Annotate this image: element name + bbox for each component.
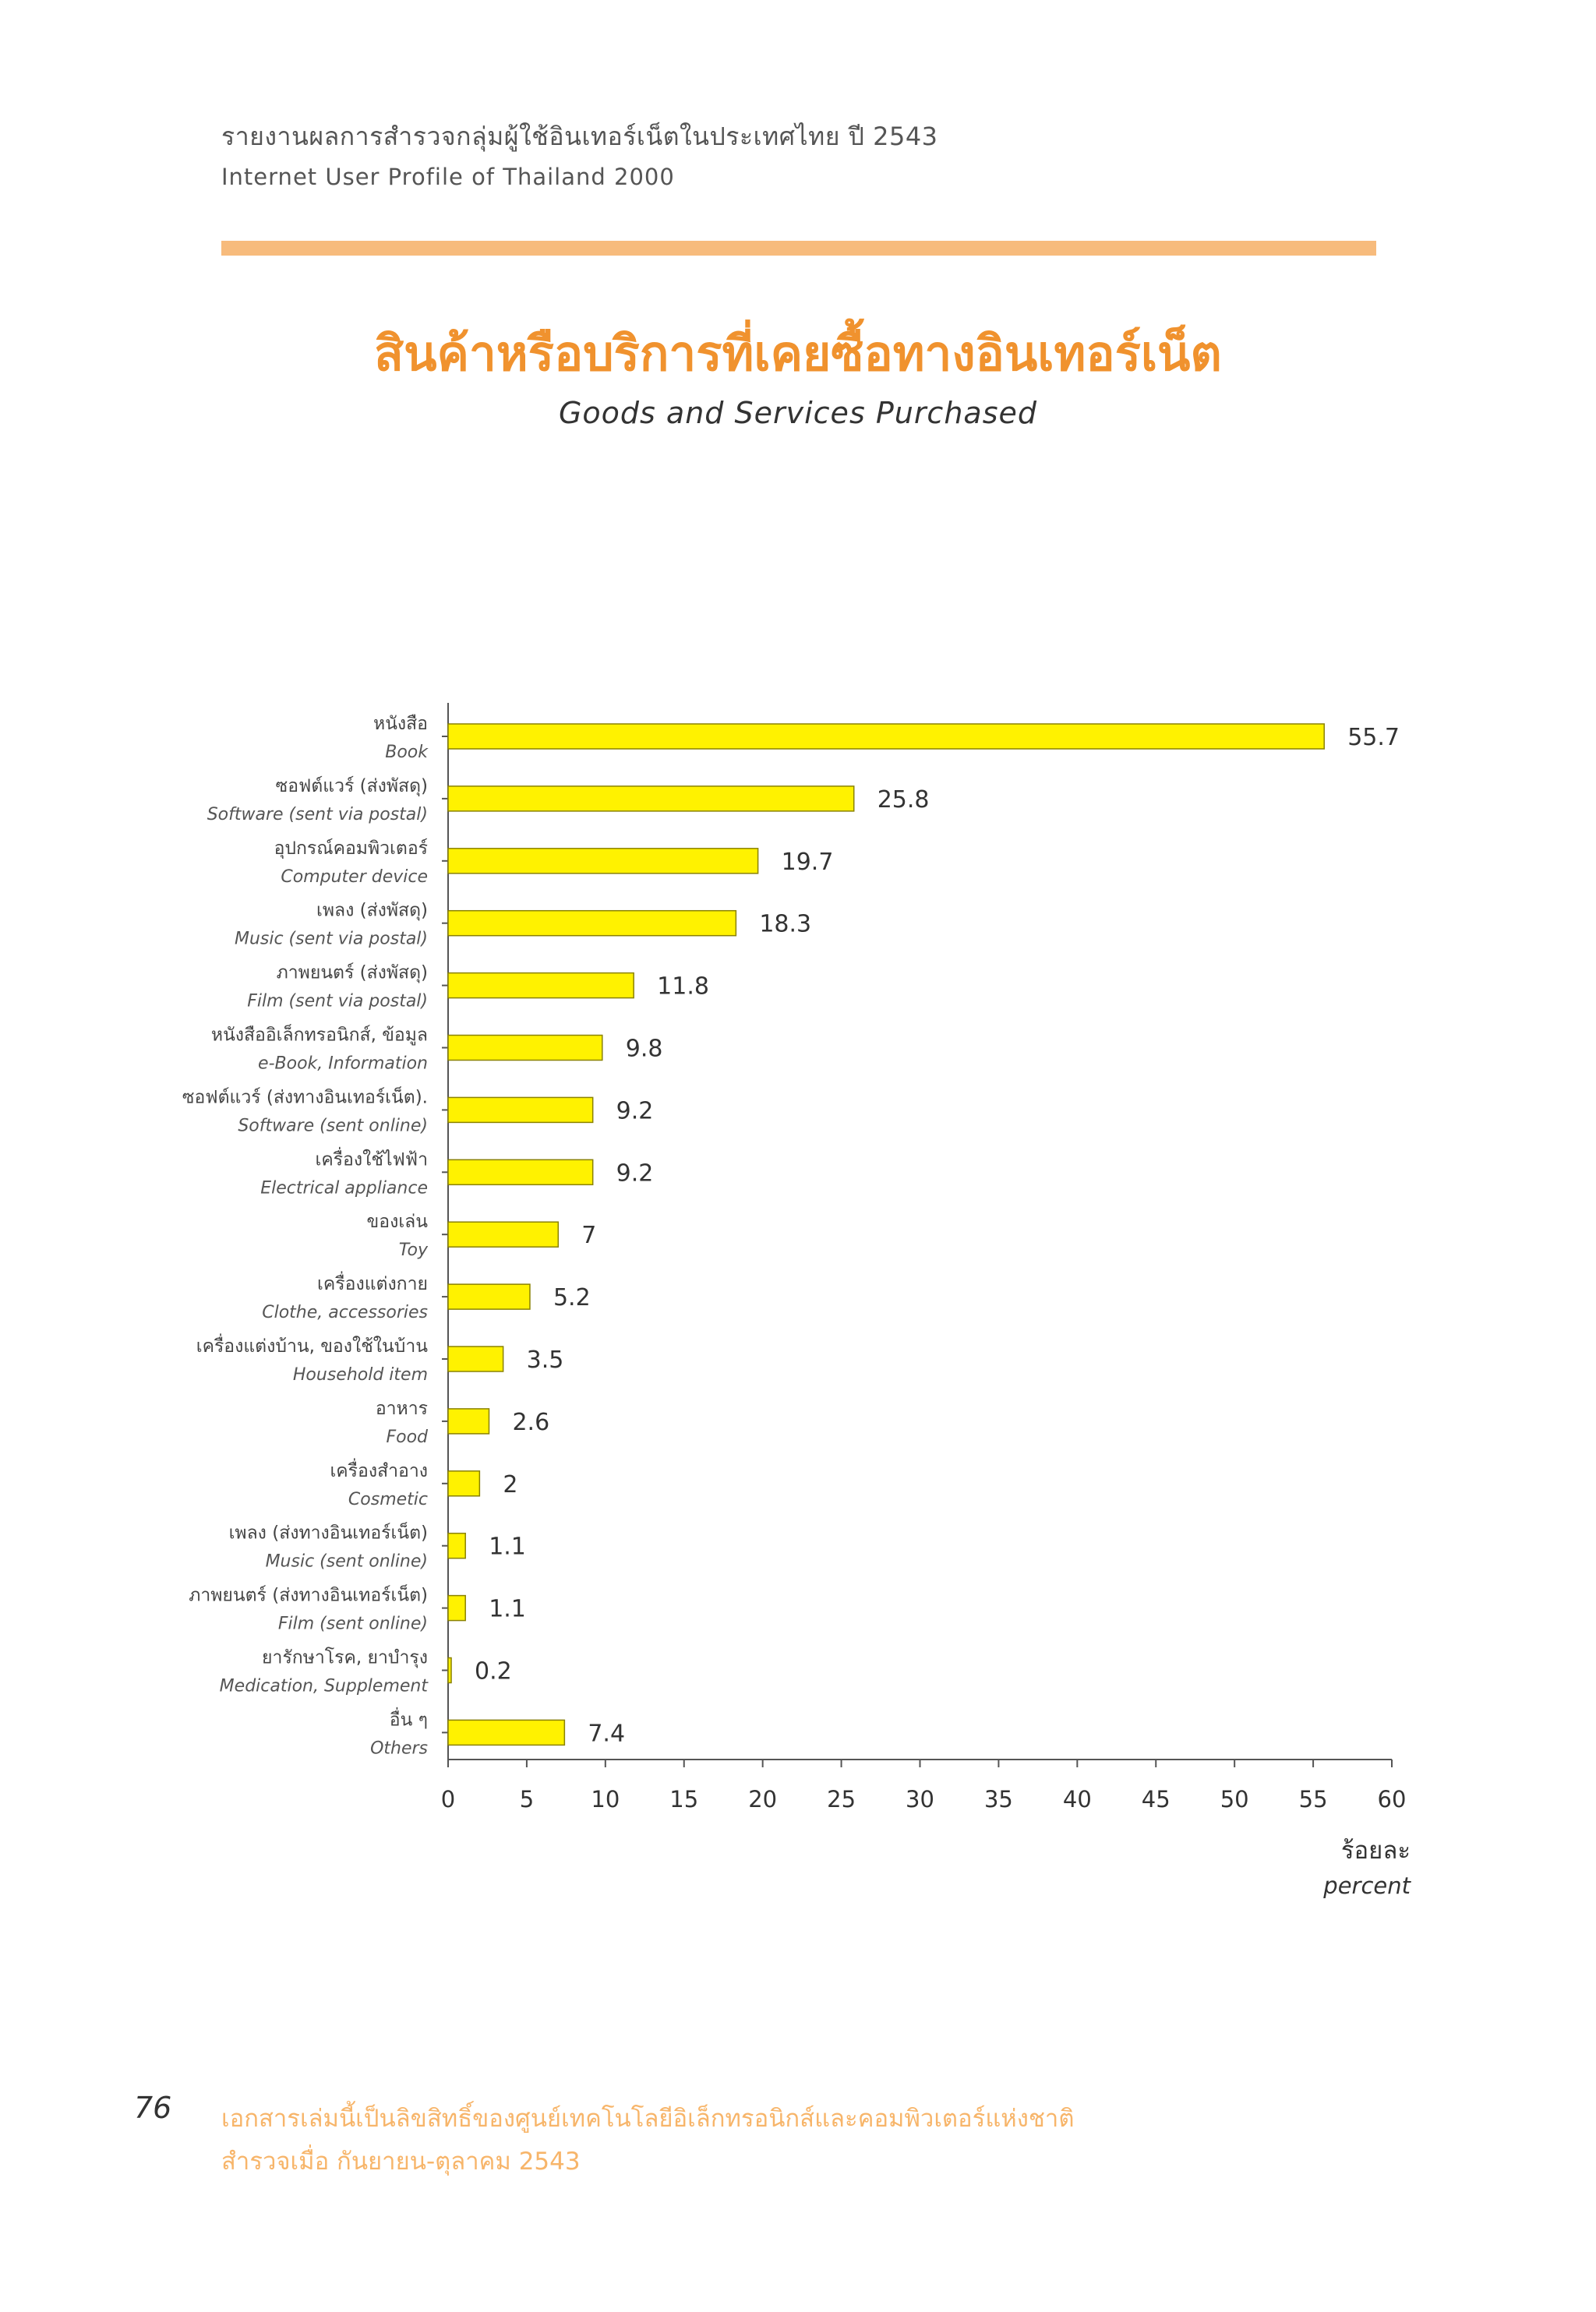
category-label-english: Electrical appliance — [260, 1178, 428, 1198]
category-label-thai: อาหาร — [375, 1398, 428, 1419]
data-label: 7.4 — [588, 1720, 626, 1748]
copyright-note: เอกสารเล่มนี้เป็นลิขสิทธิ์ของศูนย์เทคโนโลยีอิเล็กทรอนิกส์และคอมพิวเตอร์แห่งชาติ — [221, 2105, 1075, 2133]
category-label-english: Household item — [292, 1365, 428, 1385]
x-tick-label: 20 — [748, 1786, 778, 1813]
category-label-thai: เพลง (ส่งทางอินเทอร์เน็ต) — [228, 1523, 428, 1544]
bar — [448, 724, 1324, 749]
bar — [448, 973, 634, 998]
category-label-english: Medication, Supplement — [219, 1676, 428, 1696]
x-tick-label: 50 — [1220, 1786, 1249, 1813]
bar — [448, 849, 758, 874]
bar — [448, 786, 854, 811]
x-tick-label: 10 — [591, 1786, 620, 1813]
x-axis-label-thai: ร้อยละ — [1340, 1837, 1411, 1865]
category-label-english: Cosmetic — [348, 1489, 428, 1509]
data-label: 25.8 — [877, 785, 930, 814]
x-tick-label: 45 — [1141, 1786, 1171, 1813]
category-label-thai: เครื่องสำอาง — [330, 1460, 428, 1481]
bar — [448, 1036, 602, 1061]
category-label-thai: ซอฟต์แวร์ (ส่งพัสดุ) — [275, 775, 428, 796]
category-label-thai: อื่น ๆ — [389, 1710, 428, 1731]
bar — [448, 1097, 593, 1122]
category-label-english: Book — [385, 743, 428, 762]
category-label-english: Music (sent via postal) — [234, 929, 428, 949]
survey-date-note: สำรวจเมื่อ กันยายน-ตุลาคม 2543 — [221, 2148, 581, 2176]
data-label: 7 — [581, 1222, 597, 1250]
category-label-thai: ของเล่น — [366, 1212, 428, 1233]
category-label-english: Film (sent via postal) — [247, 991, 428, 1011]
report-title-english: Internet User Profile of Thailand 2000 — [221, 164, 675, 190]
category-label-english: Software (sent via postal) — [207, 804, 428, 824]
chart-subtitle: Goods and Services Purchased — [558, 396, 1037, 430]
data-label: 11.8 — [657, 972, 709, 1001]
category-label-thai: เครื่องแต่งบ้าน, ของใช้ในบ้าน — [196, 1336, 428, 1357]
bar — [448, 1720, 564, 1745]
category-label-thai: ซอฟต์แวร์ (ส่งทางอินเทอร์เน็ต). — [182, 1087, 428, 1108]
data-label: 9.8 — [625, 1035, 663, 1063]
category-label-thai: ภาพยนตร์ (ส่งพัสดุ) — [276, 962, 428, 983]
bar — [448, 1222, 558, 1247]
chart-title: สินค้าหรือบริการที่เคยซื้อทางอินเทอร์เน็ต — [374, 325, 1222, 382]
bar — [448, 1347, 503, 1371]
category-label-thai: อุปกรณ์คอมพิวเตอร์ — [274, 838, 428, 859]
page-number: 76 — [134, 2091, 172, 2125]
data-label: 9.2 — [616, 1160, 654, 1188]
bar — [448, 911, 736, 936]
data-label: 3.5 — [526, 1347, 564, 1374]
category-label-thai: หนังสือ — [373, 714, 428, 734]
data-label: 5.2 — [553, 1284, 591, 1312]
category-label-thai: หนังสืออิเล็กทรอนิกส์, ข้อมูล — [210, 1025, 428, 1046]
x-tick-label: 25 — [827, 1786, 856, 1813]
bar — [448, 1534, 465, 1558]
bar — [448, 1658, 451, 1683]
data-label: 2.6 — [512, 1408, 550, 1436]
x-axis-label-english: percent — [1323, 1873, 1411, 1899]
bar — [448, 1471, 479, 1496]
bar — [448, 1160, 593, 1184]
data-label: 1.1 — [489, 1533, 526, 1561]
category-label-english: Computer device — [281, 867, 428, 887]
category-label-thai: เครื่องแต่งกาย — [317, 1274, 428, 1295]
x-tick-label: 30 — [906, 1786, 934, 1813]
category-label-thai: เพลง (ส่งพัสดุ) — [316, 900, 428, 921]
category-label-thai: ภาพยนตร์ (ส่งทางอินเทอร์เน็ต) — [189, 1585, 428, 1606]
report-title-thai: รายงานผลการสำรวจกลุ่มผู้ใช้อินเทอร์เน็ตในประเทศไทย ปี 2543 — [221, 122, 938, 151]
category-label-english: Music (sent online) — [265, 1551, 428, 1572]
bar — [448, 1409, 489, 1434]
bar — [448, 1284, 530, 1309]
data-label: 1.1 — [489, 1595, 526, 1623]
data-label: 55.7 — [1347, 724, 1400, 751]
x-tick-label: 35 — [983, 1786, 1013, 1813]
category-label-english: Software (sent online) — [238, 1116, 428, 1136]
category-label-english: Film (sent online) — [277, 1614, 428, 1634]
bar — [448, 1596, 465, 1621]
x-tick-label: 60 — [1377, 1786, 1407, 1813]
category-label-english: Toy — [398, 1241, 428, 1261]
data-label: 0.2 — [475, 1657, 512, 1685]
category-label-english: Food — [386, 1427, 428, 1447]
category-label-thai: เครื่องใช้ไฟฟ้า — [315, 1149, 428, 1170]
data-label: 9.2 — [616, 1097, 654, 1125]
x-tick-label: 55 — [1298, 1786, 1328, 1813]
data-label: 18.3 — [759, 910, 812, 938]
data-label: 19.7 — [781, 848, 834, 876]
category-label-thai: ยารักษาโรค, ยาบำรุง — [262, 1647, 428, 1668]
category-label-english: Clothe, accessories — [262, 1303, 428, 1323]
category-label-english: e-Book, Information — [258, 1054, 428, 1074]
x-tick-label: 5 — [519, 1786, 535, 1813]
x-tick-label: 40 — [1062, 1786, 1092, 1813]
x-tick-label: 15 — [669, 1786, 699, 1813]
x-tick-label: 0 — [440, 1786, 456, 1813]
category-label-english: Others — [370, 1738, 428, 1759]
data-label: 2 — [503, 1470, 518, 1498]
